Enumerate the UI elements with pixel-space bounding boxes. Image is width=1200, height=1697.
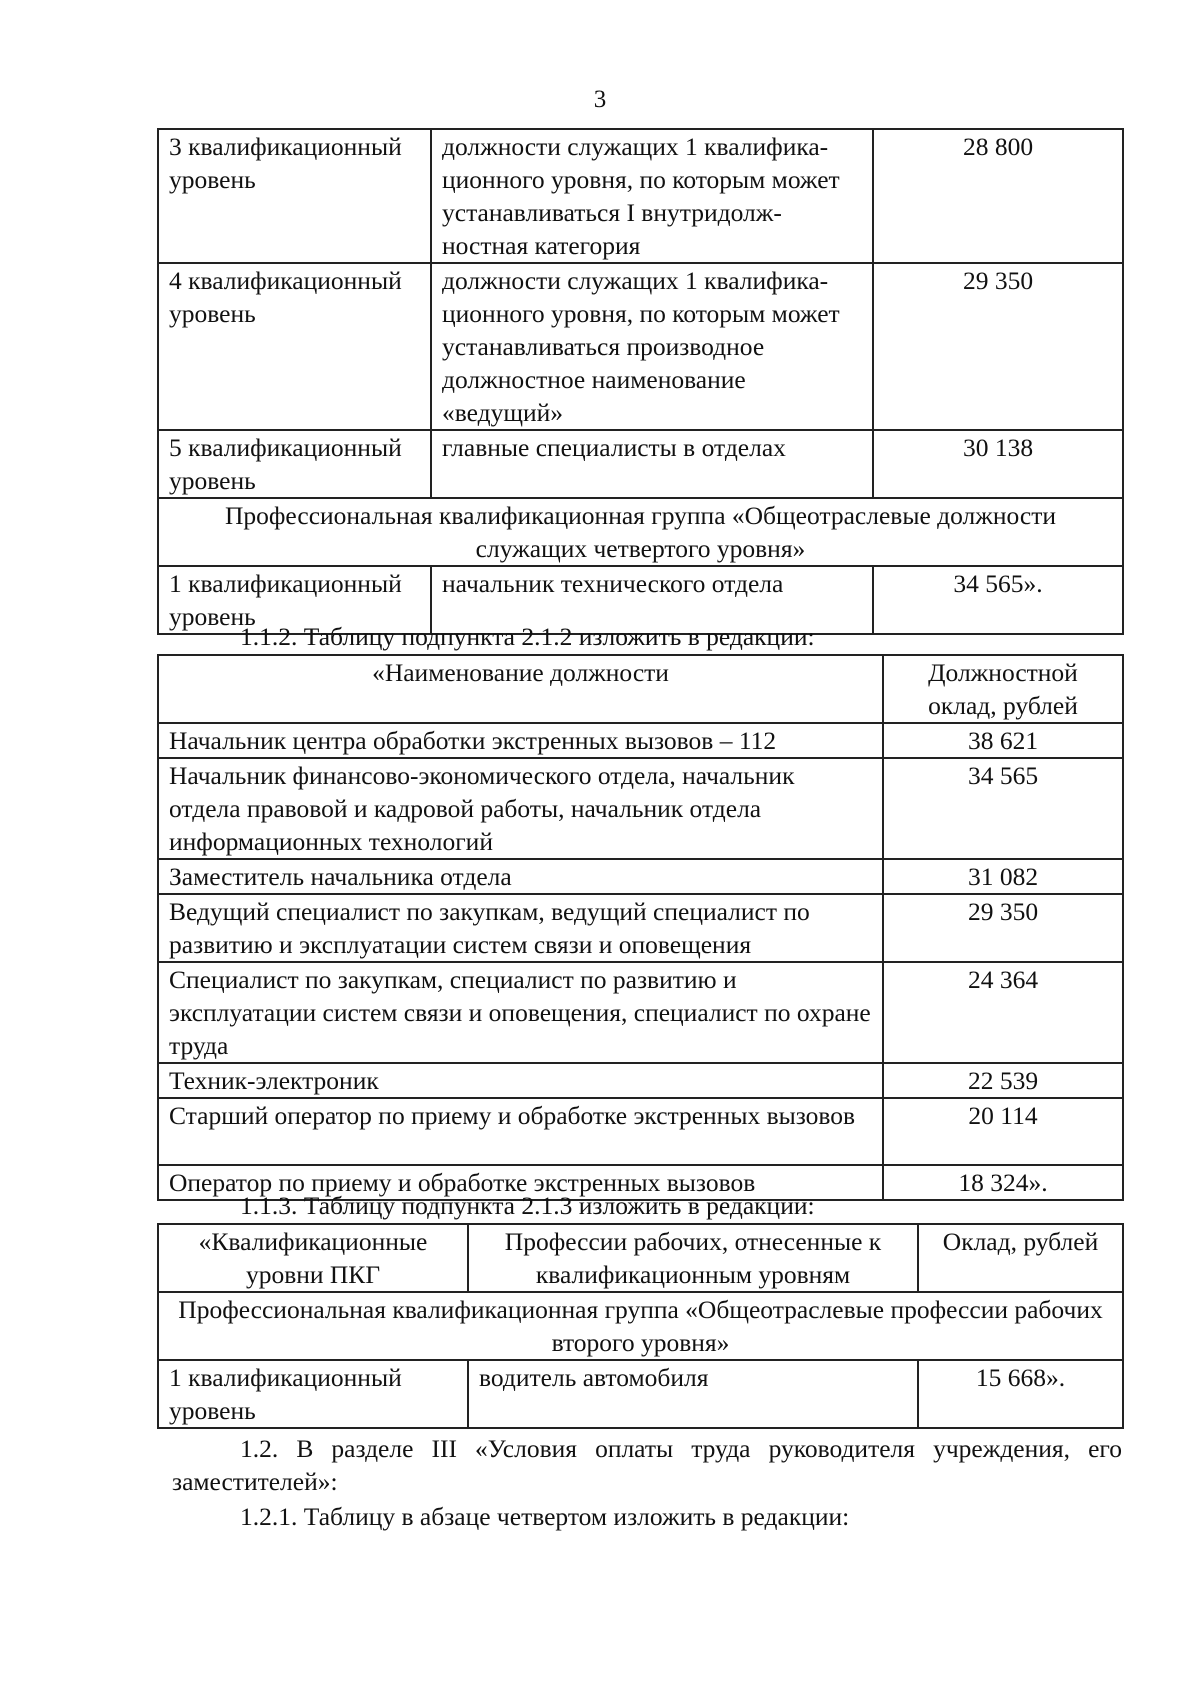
- level-cell: 3 квалификационный уровень: [158, 129, 431, 263]
- paragraph-1-2: 1.2. В разделе III «Условия оплаты труда руководителя учреждения, его заместителей»:: [172, 1434, 1122, 1496]
- header-qualification-levels: «Квалификационные уровни ПКГ: [158, 1224, 468, 1292]
- salary-cell: 31 082: [883, 859, 1123, 894]
- profession-cell: водитель автомобиля: [468, 1360, 918, 1428]
- table-row: [158, 263, 1123, 430]
- level-cell: 4 квалификационный уровень: [158, 263, 431, 430]
- paragraph-1-1-2: 1.1.2. Таблицу подпункта 2.1.2 изложить в редакции:: [240, 622, 815, 651]
- header-position-name: «Наименование должности: [158, 655, 883, 723]
- salary-cell: 22 539: [883, 1063, 1123, 1098]
- position-cell: Начальник финансово-экономического отдела, начальник отдела правовой и кадровой работы, начальник отдела информационных технологий: [158, 758, 883, 859]
- table-row: [158, 1098, 1123, 1165]
- table-row: [158, 962, 1123, 1063]
- salary-cell: 34 565».: [873, 566, 1123, 634]
- paragraph-1-1-3: 1.1.3. Таблицу подпункта 2.1.3 изложить в редакции:: [240, 1191, 815, 1220]
- group-header-row: [158, 1292, 1123, 1360]
- salary-cell: 15 668».: [918, 1360, 1123, 1428]
- positions-cell: начальник технического отдела: [431, 566, 873, 634]
- table-row: [158, 430, 1123, 498]
- position-cell: Техник-электроник: [158, 1063, 883, 1098]
- salary-cell: 20 114: [883, 1098, 1123, 1165]
- salary-cell: 34 565: [883, 758, 1123, 859]
- salary-cell: 28 800: [873, 129, 1123, 263]
- table-row: [158, 758, 1123, 859]
- positions-cell: должности служащих 1 квалифика-ционного уровня, по которым может устанавливаться производное должностное наименование «ведущий»: [431, 263, 873, 430]
- header-salary: Оклад, рублей: [918, 1224, 1123, 1292]
- header-professions: Профессии рабочих, отнесенные к квалификационным уровням: [468, 1224, 918, 1292]
- salary-cell: 30 138: [873, 430, 1123, 498]
- position-cell: Заместитель начальника отдела: [158, 859, 883, 894]
- position-cell: Начальник центра обработки экстренных вызовов – 112: [158, 723, 883, 758]
- positions-cell: должности служащих 1 квалифика-ционного уровня, по которым может устанавливаться I внутридолж-ностная категория: [431, 129, 873, 263]
- table-row: [158, 859, 1123, 894]
- positions-salary-table: [157, 654, 1124, 1201]
- table-row: [158, 1360, 1123, 1428]
- salary-cell: 29 350: [873, 263, 1123, 430]
- group-header: Профессиональная квалификационная группа «Общеотраслевые должности служащих четвертого уровня»: [158, 498, 1123, 566]
- level-cell: 5 квалификационный уровень: [158, 430, 431, 498]
- positions-cell: главные специалисты в отделах: [431, 430, 873, 498]
- position-cell: Оператор по приему и обработке экстренных вызовов: [158, 1165, 883, 1200]
- salary-cell: 18 324».: [883, 1165, 1123, 1200]
- table-row: [158, 723, 1123, 758]
- qualification-table-continued: [157, 128, 1124, 635]
- table-row: [158, 894, 1123, 962]
- table-row: [158, 129, 1123, 263]
- worker-professions-table: [157, 1223, 1124, 1429]
- level-cell: 1 квалификационный уровень: [158, 566, 431, 634]
- group-header-row: [158, 498, 1123, 566]
- position-cell: Специалист по закупкам, специалист по развитию и эксплуатации систем связи и оповещения, специалист по охране труда: [158, 962, 883, 1063]
- group-header: Профессиональная квалификационная группа «Общеотраслевые профессии рабочих второго уровня»: [158, 1292, 1123, 1360]
- level-cell: 1 квалификационный уровень: [158, 1360, 468, 1428]
- paragraph-1-2-1: 1.2.1. Таблицу в абзаце четвертом изложить в редакции:: [240, 1502, 850, 1531]
- position-cell: Ведущий специалист по закупкам, ведущий специалист по развитию и эксплуатации систем связи и оповещения: [158, 894, 883, 962]
- header-salary: Должностной оклад, рублей: [883, 655, 1123, 723]
- salary-cell: 38 621: [883, 723, 1123, 758]
- table-header-row: [158, 655, 1123, 723]
- salary-cell: 29 350: [883, 894, 1123, 962]
- table-header-row: [158, 1224, 1123, 1292]
- table-row: [158, 1063, 1123, 1098]
- page-number: 3: [593, 86, 607, 113]
- salary-cell: 24 364: [883, 962, 1123, 1063]
- position-cell: Старший оператор по приему и обработке экстренных вызовов: [158, 1098, 883, 1165]
